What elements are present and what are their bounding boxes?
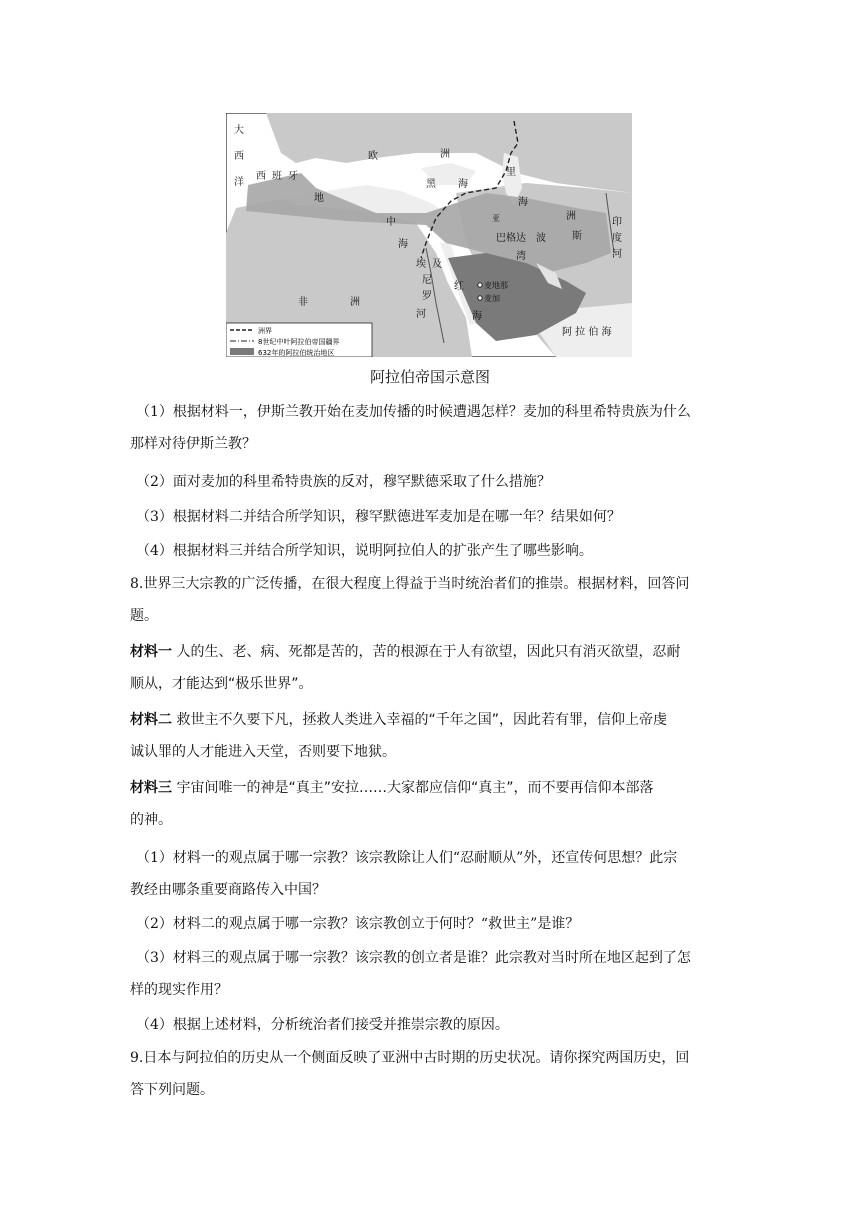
map-label: 河 — [612, 249, 622, 260]
map-label: 地 — [314, 193, 324, 204]
material-head: 材料一 — [130, 644, 172, 660]
mecca-dot — [478, 296, 482, 300]
map-label: 埃 — [416, 259, 426, 270]
question-line: （2）材料二的观点属于哪一宗教？该宗教创立于何时？“救世主”是谁？ — [136, 916, 580, 932]
question-line: （3）根据材料二并结合所学知识，穆罕默德进军麦加是在哪一年？结果如何？ — [136, 509, 621, 525]
map-label: 海 — [458, 179, 468, 190]
map-label: 海 — [472, 311, 482, 322]
map-label: 阿 拉 伯 海 — [562, 327, 612, 338]
legend-border-label: 洲界 — [258, 327, 272, 335]
map-label: 麦加 — [484, 294, 500, 303]
map-label: 尼 — [422, 275, 432, 286]
map-label: 海 — [518, 197, 528, 208]
map-label: 河 — [416, 309, 426, 320]
material-one: 材料一 人的生、老、病、死都是苦的，苦的根源在于人有欲望，因此只有消灭欲望，忍耐 — [130, 644, 681, 660]
question-line: 题。 — [130, 608, 158, 624]
map-caption: 阿拉伯帝国示意图 — [369, 368, 490, 386]
question-line: （1）材料一的观点属于哪一宗教？该宗教除让人们“忍耐顺从”外，还宣传何思想？此宗 — [136, 850, 678, 866]
map-label: 亚 — [492, 214, 500, 223]
material-three: 材料三 宇宙间唯一的神是“真主”安拉……大家都应信仰“真主”，而不要再信仰本部落 — [130, 780, 654, 796]
question-line: （1）根据材料一，伊斯兰教开始在麦加传播的时候遭遇怎样？麦加的科里希特贵族为什么 — [136, 404, 691, 420]
question-line: （3）材料三的观点属于哪一宗教？该宗教的创立者是谁？此宗教对当时所在地区起到了怎 — [136, 950, 691, 966]
map-label: 里 — [506, 167, 516, 178]
question-line: 样的现实作用？ — [130, 982, 228, 998]
legend-632-label: 632年的阿拉伯统治地区 — [258, 349, 335, 357]
map-label: 湾 — [516, 251, 526, 262]
map-label: 西 — [234, 151, 244, 162]
map-label: 洲 — [350, 297, 360, 308]
map-label: 洲 — [566, 211, 576, 222]
question-line: （2）面对麦加的科里希特贵族的反对，穆罕默德采取了什么措施？ — [136, 474, 551, 490]
question-line: （4）根据上述材料，分析统治者们接受并推崇宗教的原因。 — [136, 1017, 509, 1033]
map-label: 班 — [272, 171, 282, 182]
map-label: 大 — [234, 125, 244, 136]
map-label: 海 — [398, 239, 408, 250]
material-line: 顺从，才能达到“极乐世界”。 — [130, 676, 313, 692]
medina-dot — [478, 283, 482, 287]
question-line: 教经由哪条重要商路传入中国？ — [130, 882, 326, 898]
material-line: 的神。 — [130, 812, 172, 828]
map-label: 度 — [612, 233, 622, 244]
material-line: 诚认罪的人才能进入天堂，否则要下地狱。 — [130, 744, 396, 760]
map-label: 洋 — [234, 177, 244, 188]
arab-empire-map — [226, 113, 632, 357]
question-line: （4）根据材料三并结合所学知识，说明阿拉伯人的扩张产生了哪些影响。 — [136, 543, 593, 559]
material-head: 材料三 — [130, 780, 172, 796]
map-label: 西 — [256, 171, 266, 182]
map-label: 波 — [536, 233, 546, 244]
map-label: 巴格达 — [496, 233, 526, 244]
map-label: 牙 — [288, 171, 298, 182]
map-label: 中 — [386, 217, 396, 228]
map-label: 及 — [432, 259, 442, 270]
question-line: 那样对待伊斯兰教？ — [130, 436, 256, 452]
material-two: 材料二 救世主不久要下凡，拯救人类进入幸福的“千年之国”，因此若有罪，信仰上帝虔 — [130, 712, 667, 728]
question-line: 答下列问题。 — [130, 1082, 214, 1098]
material-head: 材料二 — [130, 712, 172, 728]
map-label: 麦地那 — [484, 281, 508, 290]
map-label: 红 — [454, 281, 464, 292]
question-8-heading: 8.世界三大宗教的广泛传播，在很大程度上得益于当时统治者们的推崇。根据材料，回答问 — [130, 576, 690, 592]
map-label: 欧 — [368, 151, 378, 162]
question-9-heading: 9.日本与阿拉伯的历史从一个侧面反映了亚洲中古时期的历史状况。请你探究两国历史，回 — [130, 1050, 690, 1066]
map-label: 黑 — [426, 179, 436, 190]
map-legend — [226, 323, 372, 357]
legend-empire-label: 8世纪中叶阿拉伯帝国疆界 — [258, 338, 340, 346]
map-label: 印 — [612, 217, 622, 228]
map-label: 非 — [298, 297, 308, 308]
map-label: 洲 — [440, 149, 450, 160]
map-label: 斯 — [572, 231, 582, 242]
map-label: 罗 — [422, 291, 432, 302]
